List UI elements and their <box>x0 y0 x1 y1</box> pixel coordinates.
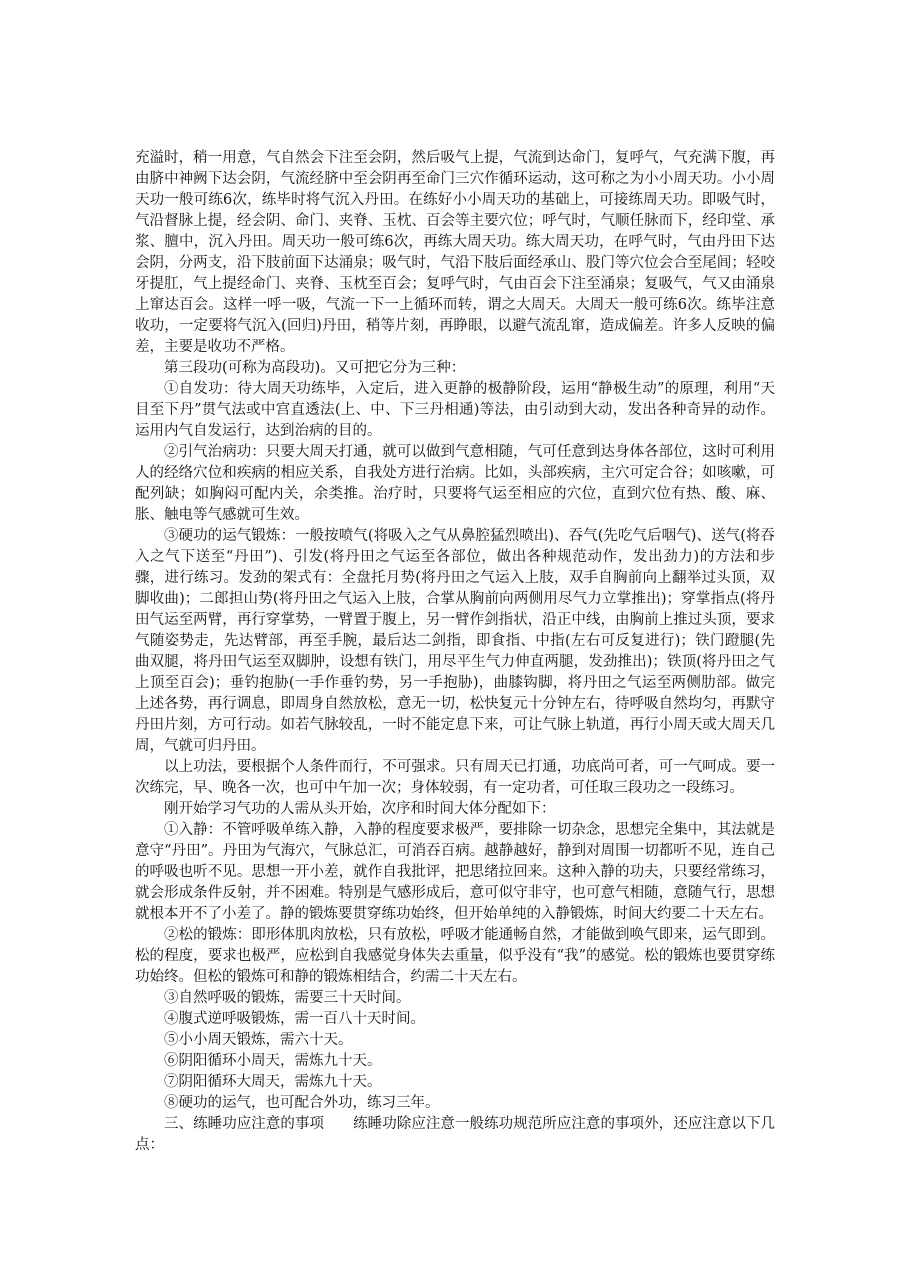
paragraph-relaxation: ②松的锻炼：即形体肌肉放松，只有放松，呼吸才能通畅自然，才能做到唤气即来，运气即到。松的程度，要求也极严，应松到自我感觉身体失去重量，似乎没有“我”的感觉。松的锻炼也要贯穿练功始终。但松的锻炼可和静的锻炼相结合，约需二十天左右。 <box>135 927 775 985</box>
paragraph-spontaneous-gong: ①自发功：待大周天功练毕，入定后，进入更静的极静阶段，运用“静极生动”的原理，利用“天目至下丹”贯气法或中宫直透法(上、中、下三丹相通)等法，由引动到大动，发出各种奇异的动作。运用内气自发运行，达到治病的目的。 <box>135 381 775 439</box>
list-item-small-small-zhoutian: ⑤小小周天锻炼，需六十天。 <box>164 1032 353 1048</box>
section-heading-sleep-gong: 三、练睡功应注意的事项 练睡功除应注意一般练功规范所应注意的事项外，还应注意以下几点： <box>135 1116 775 1153</box>
list-item-yinyang-big-zhoutian: ⑦阴阳循环大周天，需炼九十天。 <box>164 1074 382 1090</box>
paragraph-small-small-zhoutian: 充溢时，稍一用意，气自然会下注至会阴，然后吸气上提，气流到达命门，复呼气，气充满下腹，再由脐中神阙下达会阴，气流经脐中至会阴再至命门三穴作循环运动，这可称之为小小周天功。小小周天功一般可练6次，练毕时将气沉入丹田。在练好小小周天功的基础上，可接练周天功。即吸气时，气沿督脉上提，经会阴、命门、夹脊、玉枕、百会等主要穴位；呼气时，气顺任脉而下，经印堂、承浆、膻中，沉入丹田。周天功一般可练6次，再练大周天功。练大周天功，在呼气时，气由丹田下达会阴，分两支，沿下肢前面下达涌泉；吸气时，气沿下肢后面经承山、股门等穴位会合至尾闾；轻咬牙提肛，气上提经命门、夹脊、玉枕至百会；复呼气时，气由百会下注至涌泉；复吸气，气又由涌泉上窜达百会。这样一呼一吸，气流一下一上循环而转，谓之大周天。大周天一般可练6次。练毕注意收功，一定要将气沉入(回归)丹田，稍等片刻，再睁眼，以避气流乱窜，造成偏差。许多人反映的偏差，主要是收功不严格。 <box>135 150 775 355</box>
paragraph-beginner-schedule: 刚开始学习气功的人需从头开始，次序和时间大体分配如下： <box>164 801 556 817</box>
paragraph-above-methods: 以上功法，要根据个人条件而行，不可强求。只有周天已打通，功底尚可者，可一气呵成。要一次练完，早、晚各一次，也可中午加一次；身体较弱，有一定功者，可任取三段功之一段练习。 <box>135 759 775 796</box>
list-item-yinyang-small-zhoutian: ⑥阴阳循环小周天，需炼九十天。 <box>164 1053 382 1069</box>
list-item-natural-breathing: ③自然呼吸的锻炼，需要三十天时间。 <box>164 990 411 1006</box>
document-body <box>135 148 775 1156</box>
paragraph-entering-stillness: ①入静：不管呼吸单练入静，入静的程度要求极严，要排除一切杂念，思想完全集中，其法就是意守“丹田”。丹田为气海穴，气脉总汇，可消吞百病。越静越好，静到对周围一切都听不见，连自己的呼吸也听不见。思想一开小差，就作自我批评，把思绪拉回来。这种入静的功夫，只要经常练习，就会形成条件反射，并不困难。特别是气感形成后，意可似守非守，也可意气相随，意随气行，思想就根本开不了小差了。静的锻炼要贯穿练功始终，但开始单纯的入静锻炼，时间大约要二十天左右。 <box>135 822 775 922</box>
paragraph-hard-gong-qi: ③硬功的运气锻炼：一般按喷气(将吸入之气从鼻腔猛烈喷出)、吞气(先吃气后咽气)、送气(将吞入之气下送至“丹田”)、引发(将丹田之气运至各部位，做出各种规范动作，发出劲力)的方法和步骤，进行练习。发劲的架式有：全盘托月势(将丹田之气运入上肢，双手自胸前向上翻举过头顶，双脚收曲)；二郎担山势(将丹田之气运入上肢，合掌从胸前向两侧用尽气力立掌推出)；穿掌指点(将丹田气运至两臂，再行穿掌势，一臂置于腹上，另一臂作剑指状，沿正中线，由胸前上推过头顶，要求气随姿势走，先达臂部，再至手腕，最后达二剑指，即食指、中指(左右可反复进行)；铁门蹬腿(先曲双腿，将丹田气运至双脚肿，设想有铁门，用尽平生气力伸直两腿，发劲推出)；铁顶(将丹田之气上顶至百会)；垂钓抱胁(一手作垂钓势，另一手抱胁)，曲膝钩脚，将丹田之气运至两侧肋部。做完上述各势，再行调息，即周身自然放松，意无一切，松快复元十分钟左右，待呼吸自然均匀，再默守丹田片刻，方可行动。如若气脉较乱，一时不能定息下来，可让气脉上轨道，再行小周天或大周天几周，气就可归丹田。 <box>135 528 775 754</box>
paragraph-third-stage: 第三段功(可称为高段功)。又可把它分为三种： <box>164 360 466 376</box>
paragraph-guide-qi-healing: ②引气治病功：只要大周天打通，就可以做到气意相随，气可任意到达身体各部位，这时可利用人的经络穴位和疾病的相应关系，自我处方进行治病。比如，头部疾病，主穴可定合谷；如咳嗽，可配列缺；如胸闷可配内关，余类推。治疗时，只要将气运至相应的穴位，直到穴位有热、酸、麻、胀、触电等气感就可生效。 <box>135 444 775 523</box>
list-item-reverse-breathing: ④腹式逆呼吸锻炼，需一百八十天时间。 <box>164 1011 425 1027</box>
list-item-hard-gong: ⑧硬功的运气，也可配合外功，练习三年。 <box>164 1095 440 1111</box>
